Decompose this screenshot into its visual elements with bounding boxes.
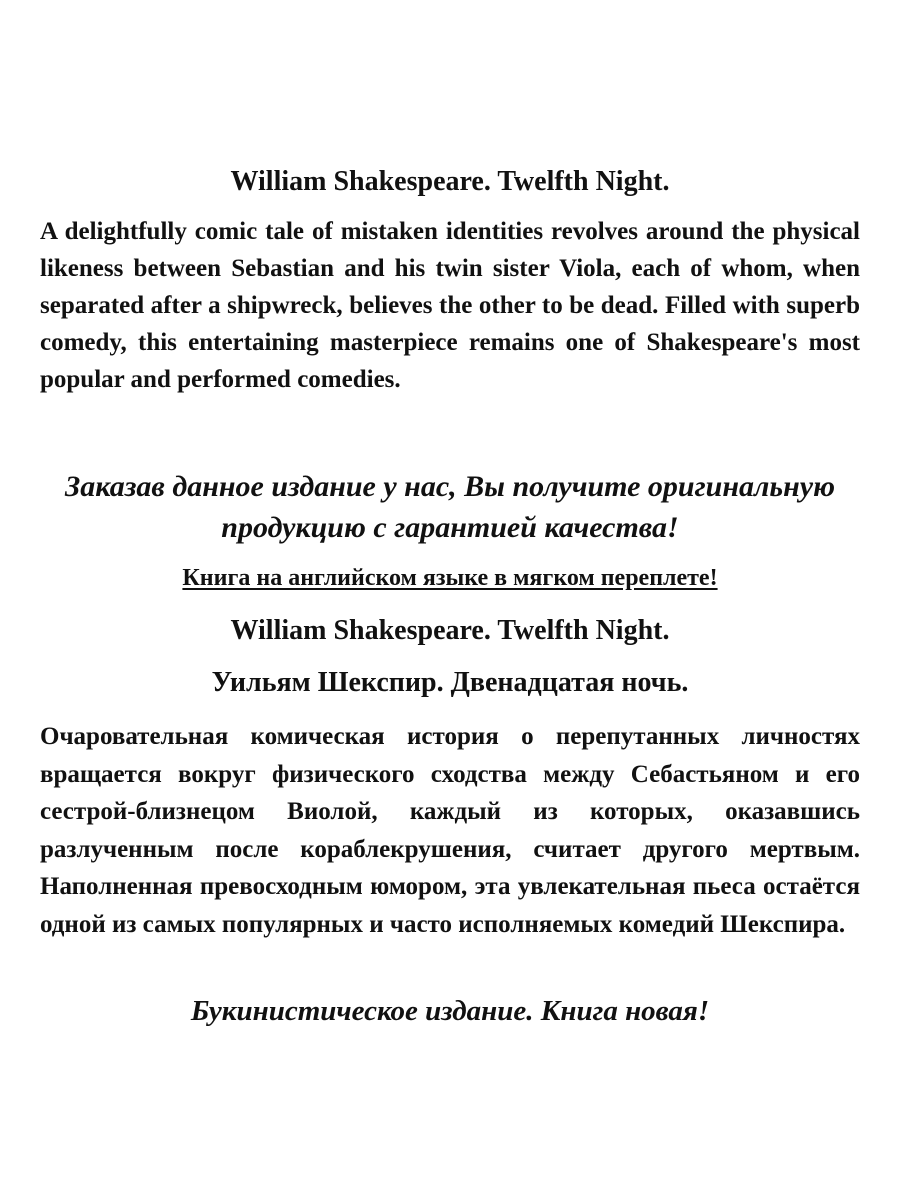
russian-description: Очаровательная комическая история о перепутанных личностях вращается вокруг физического сходства между Себастьяном и его сестрой-близнецом Виолой, каждый из которых, оказавшись разлученным после кораблекрушения, считает другого мертвым. Наполненная превосходным юмором, эта увлекательная пьеса остаётся одной из самых популярных и часто исполняемых комедий Шекспира. xyxy=(40,723,860,938)
russian-title: Уильям Шекспир. Двенадцатая ночь. xyxy=(211,667,689,698)
condition-note: Букинистическое издание. Книга новая! xyxy=(190,995,710,1027)
english-description: A delightfully comic tale of mistaken identities revolves around the physical likeness between Sebastian and his twin sister Viola, each of whom, when separated after a shipwreck, believes the other to be dead. Filled with superb comedy, this entertaining masterpiece remains one of Shakespeare's most popular and performed comedies. xyxy=(40,218,860,393)
promo-line-2: продукцию с гарантией качества! xyxy=(221,511,679,544)
promo-line-1: Заказав данное издание у нас, Вы получите оригинальную xyxy=(65,470,835,503)
english-title: William Shakespeare. Twelfth Night. xyxy=(230,166,670,197)
format-note: Книга на английском языке в мягком переплете! xyxy=(182,565,718,591)
promo-text xyxy=(30,466,870,548)
english-title-repeat: William Shakespeare. Twelfth Night. xyxy=(230,615,670,646)
